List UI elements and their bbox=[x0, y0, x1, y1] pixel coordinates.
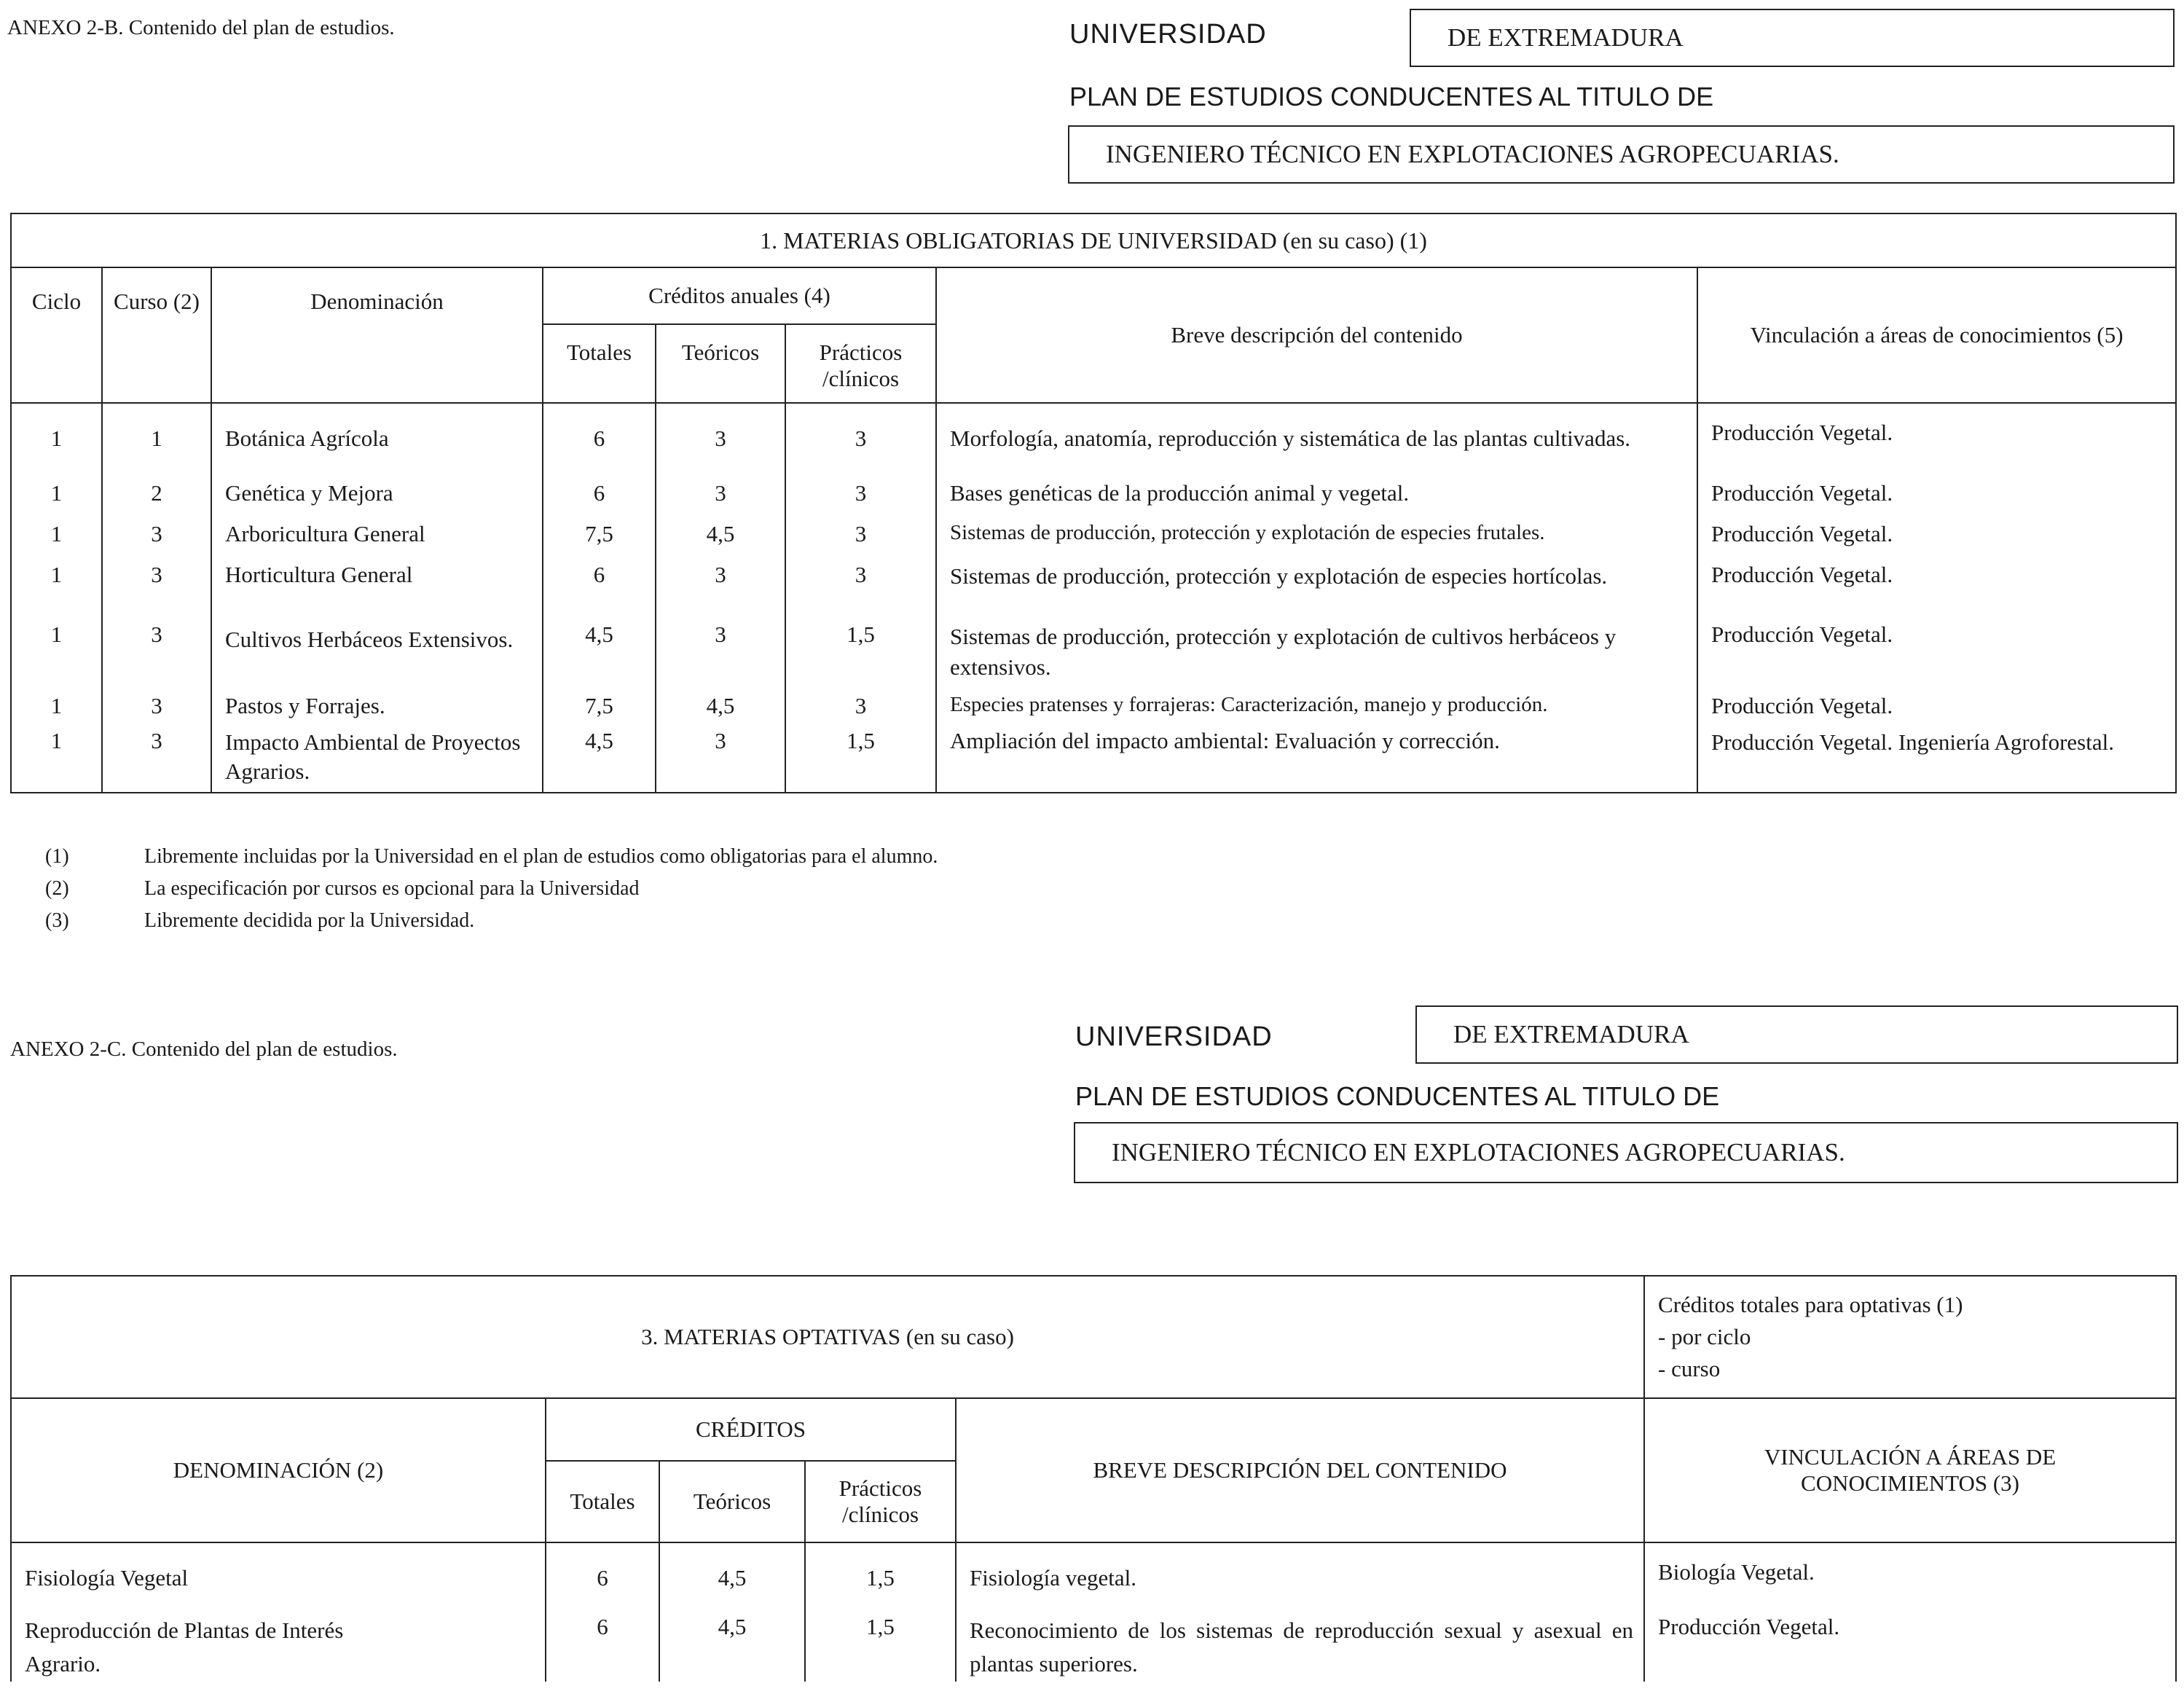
table-row bbox=[11, 403, 2176, 479]
cell-curso: 3 bbox=[102, 727, 211, 793]
cell-denominacion: Horticultura General bbox=[211, 561, 543, 621]
col-header-descripcion: BREVE DESCRIPCIÓN DEL CONTENIDO bbox=[956, 1398, 1644, 1542]
cell-denominacion: Pastos y Forrajes. bbox=[211, 692, 543, 727]
cell-teoricos: 4,5 bbox=[656, 520, 785, 561]
universidad-value: DE EXTREMADURA bbox=[1448, 23, 1684, 52]
cell-practicos: 1,5 bbox=[805, 1607, 956, 1682]
anexo-2b-title: ANEXO 2-B. Contenido del plan de estudios. bbox=[7, 16, 395, 39]
table-row bbox=[11, 479, 2176, 520]
cell-totales: 6 bbox=[543, 561, 656, 621]
cell-teoricos: 4,5 bbox=[659, 1607, 805, 1682]
creditos-totales-label: Créditos totales para optativas (1) bbox=[1658, 1292, 1963, 1317]
col-header-vinculacion: VINCULACIÓN A ÁREAS DE CONOCIMIENTOS (3) bbox=[1644, 1398, 2176, 1542]
cell-teoricos: 4,5 bbox=[659, 1542, 805, 1607]
cell-teoricos: 4,5 bbox=[656, 692, 785, 727]
footnote-number: (3) bbox=[45, 909, 69, 932]
col-header-vinculacion: Vinculación a áreas de conocimientos (5) bbox=[1697, 267, 2176, 403]
cell-descripcion: Ampliación del impacto ambiental: Evaluación y corrección. bbox=[936, 727, 1697, 793]
cell-totales: 6 bbox=[546, 1607, 659, 1682]
cell-ciclo: 1 bbox=[11, 621, 102, 692]
titulo-value: INGENIERO TÉCNICO EN EXPLOTACIONES AGROPECUARIAS. bbox=[1106, 140, 1839, 168]
cell-totales: 7,5 bbox=[543, 692, 656, 727]
cell-teoricos: 3 bbox=[656, 479, 785, 520]
cell-teoricos: 3 bbox=[656, 561, 785, 621]
cell-curso: 3 bbox=[102, 520, 211, 561]
cell-totales: 6 bbox=[546, 1542, 659, 1607]
cell-descripcion: Sistemas de producción, protección y explotación de cultivos herbáceos y extensivos. bbox=[936, 621, 1697, 692]
cell-vinculacion: Producción Vegetal. bbox=[1644, 1607, 2176, 1682]
universidad-box bbox=[1415, 1005, 2178, 1064]
table-title: 3. MATERIAS OPTATIVAS (en su caso) bbox=[11, 1276, 1644, 1398]
col-header-curso: Curso (2) bbox=[102, 267, 211, 403]
cell-vinculacion: Producción Vegetal. bbox=[1697, 403, 2176, 479]
cell-ciclo: 1 bbox=[11, 403, 102, 479]
cell-descripcion: Sistemas de producción, protección y explotación de especies frutales. bbox=[936, 520, 1697, 561]
titulo-box bbox=[1068, 125, 2175, 184]
cell-totales: 4,5 bbox=[543, 621, 656, 692]
materias-optativas-table bbox=[10, 1275, 2177, 1682]
cell-denominacion: Genética y Mejora bbox=[211, 479, 543, 520]
cell-ciclo: 1 bbox=[11, 479, 102, 520]
creditos-totales-cell bbox=[1644, 1276, 2176, 1398]
col-header-descripcion: Breve descripción del contenido bbox=[936, 267, 1697, 403]
titulo-box bbox=[1074, 1122, 2178, 1183]
cell-ciclo: 1 bbox=[11, 692, 102, 727]
cell-totales: 7,5 bbox=[543, 520, 656, 561]
cell-curso: 3 bbox=[102, 692, 211, 727]
universidad-value: DE EXTREMADURA bbox=[1453, 1020, 1689, 1048]
cell-denominacion: Fisiología Vegetal bbox=[11, 1542, 546, 1607]
cell-vinculacion: Producción Vegetal. bbox=[1697, 561, 2176, 621]
col-header-teoricos: Teóricos bbox=[656, 324, 785, 403]
cell-totales: 6 bbox=[543, 403, 656, 479]
cell-ciclo: 1 bbox=[11, 561, 102, 621]
col-header-practicos: Prácticos /clínicos bbox=[805, 1461, 956, 1542]
cell-totales: 6 bbox=[543, 479, 656, 520]
col-header-ciclo: Ciclo bbox=[11, 267, 102, 403]
cell-vinculacion: Producción Vegetal. bbox=[1697, 520, 2176, 561]
cell-practicos: 1,5 bbox=[785, 727, 936, 793]
cell-vinculacion: Producción Vegetal. Ingeniería Agroforestal. bbox=[1697, 727, 2176, 793]
cell-practicos: 3 bbox=[785, 520, 936, 561]
cell-practicos: 3 bbox=[785, 479, 936, 520]
table-row bbox=[11, 1542, 2176, 1607]
table-row bbox=[11, 520, 2176, 561]
cell-descripcion: Fisiología vegetal. bbox=[956, 1542, 1644, 1607]
table-row bbox=[11, 1607, 2176, 1682]
col-header-creditos: CRÉDITOS bbox=[546, 1398, 956, 1461]
footnote-text: La especificación por cursos es opcional para la Universidad bbox=[144, 877, 640, 900]
universidad-label: UNIVERSIDAD bbox=[1069, 19, 1267, 50]
cell-practicos: 3 bbox=[785, 692, 936, 727]
cell-ciclo: 1 bbox=[11, 727, 102, 793]
cell-descripcion: Bases genéticas de la producción animal y vegetal. bbox=[936, 479, 1697, 520]
col-header-creditos: Créditos anuales (4) bbox=[543, 267, 936, 324]
cell-teoricos: 3 bbox=[656, 621, 785, 692]
table-row bbox=[11, 727, 2176, 793]
cell-teoricos: 3 bbox=[656, 727, 785, 793]
anexo-2c-title: ANEXO 2-C. Contenido del plan de estudios. bbox=[10, 1038, 398, 1061]
col-header-totales: Totales bbox=[543, 324, 656, 403]
cell-practicos: 3 bbox=[785, 561, 936, 621]
table-row bbox=[11, 561, 2176, 621]
materias-obligatorias-table bbox=[10, 213, 2177, 793]
col-header-totales: Totales bbox=[546, 1461, 659, 1542]
cell-denominacion: Impacto Ambiental de Proyectos Agrarios. bbox=[211, 727, 543, 793]
table-row bbox=[11, 692, 2176, 727]
col-header-denominacion: Denominación bbox=[211, 267, 543, 403]
cell-descripcion: Sistemas de producción, protección y explotación de especies hortícolas. bbox=[936, 561, 1697, 621]
cell-vinculacion: Producción Vegetal. bbox=[1697, 479, 2176, 520]
cell-descripcion: Especies pratenses y forrajeras: Caracterización, manejo y producción. bbox=[936, 692, 1697, 727]
cell-practicos: 1,5 bbox=[785, 621, 936, 692]
table-row bbox=[11, 621, 2176, 692]
footnote-text: Libremente incluidas por la Universidad en el plan de estudios como obligatorias para el alumno. bbox=[144, 845, 938, 868]
cell-ciclo: 1 bbox=[11, 520, 102, 561]
cell-denominacion: Reproducción de Plantas de Interés Agrario. bbox=[11, 1607, 546, 1682]
col-header-teoricos: Teóricos bbox=[659, 1461, 805, 1542]
footnote-text: Libremente decidida por la Universidad. bbox=[144, 909, 475, 932]
col-header-denominacion: DENOMINACIÓN (2) bbox=[11, 1398, 546, 1542]
cell-vinculacion: Producción Vegetal. bbox=[1697, 621, 2176, 692]
plan-label: PLAN DE ESTUDIOS CONDUCENTES AL TITULO DE bbox=[1069, 82, 1714, 111]
cell-curso: 3 bbox=[102, 621, 211, 692]
cell-practicos: 1,5 bbox=[805, 1542, 956, 1607]
cell-denominacion: Cultivos Herbáceos Extensivos. bbox=[211, 621, 543, 692]
footnote-number: (2) bbox=[45, 877, 69, 900]
cell-descripcion: Reconocimiento de los sistemas de reproducción sexual y asexual en plantas superiores. bbox=[956, 1607, 1644, 1682]
por-ciclo-label: - por ciclo bbox=[1658, 1324, 1751, 1349]
cell-denominacion: Arboricultura General bbox=[211, 520, 543, 561]
cell-descripcion: Morfología, anatomía, reproducción y sistemática de las plantas cultivadas. bbox=[936, 403, 1697, 479]
cell-vinculacion: Biología Vegetal. bbox=[1644, 1542, 2176, 1607]
cell-denominacion: Botánica Agrícola bbox=[211, 403, 543, 479]
cell-curso: 1 bbox=[102, 403, 211, 479]
cell-curso: 3 bbox=[102, 561, 211, 621]
table-title: 1. MATERIAS OBLIGATORIAS DE UNIVERSIDAD (en su caso) (1) bbox=[11, 213, 2176, 267]
plan-label: PLAN DE ESTUDIOS CONDUCENTES AL TITULO DE bbox=[1075, 1081, 1720, 1111]
cell-practicos: 3 bbox=[785, 403, 936, 479]
footnote-number: (1) bbox=[45, 845, 69, 868]
universidad-label: UNIVERSIDAD bbox=[1075, 1021, 1273, 1052]
cell-teoricos: 3 bbox=[656, 403, 785, 479]
curso-label: - curso bbox=[1658, 1356, 1721, 1381]
col-header-practicos: Prácticos /clínicos bbox=[785, 324, 936, 403]
cell-totales: 4,5 bbox=[543, 727, 656, 793]
titulo-value: INGENIERO TÉCNICO EN EXPLOTACIONES AGROPECUARIAS. bbox=[1112, 1138, 1845, 1166]
cell-vinculacion: Producción Vegetal. bbox=[1697, 692, 2176, 727]
universidad-box bbox=[1410, 9, 2175, 67]
cell-curso: 2 bbox=[102, 479, 211, 520]
